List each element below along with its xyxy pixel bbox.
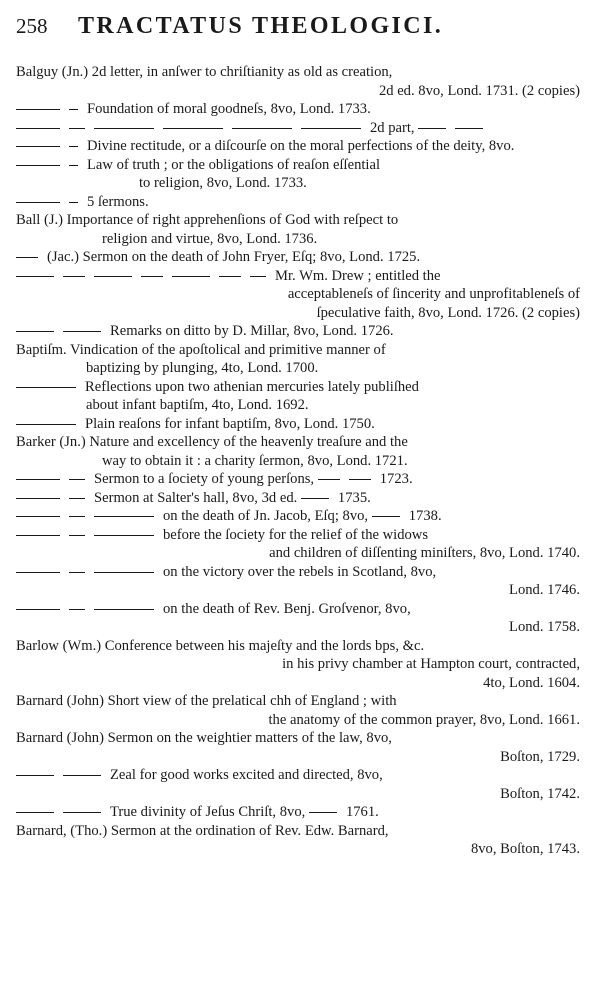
ditto-dash	[16, 775, 54, 776]
entry-line: Barnard (John) Short view of the prelatical chh of England ; with	[16, 693, 397, 709]
ditto-dash	[69, 109, 78, 110]
ditto-dash	[69, 535, 85, 536]
ditto-dash	[16, 609, 60, 610]
page-number: 258	[16, 14, 48, 38]
entry-line: Mr. Wm. Drew ; entitled the	[275, 267, 441, 284]
ditto-dash	[372, 516, 400, 517]
entry-line: Lond. 1746.	[509, 582, 580, 598]
running-title: TRACTATUS THEOLOGICI.	[78, 13, 444, 39]
entry-barnard-short-view	[16, 692, 582, 729]
ditto-dash	[63, 775, 101, 776]
entry-ball-remarks	[16, 322, 582, 341]
entry-line: Plain reaſons for infant baptiſm, 8vo, Lond. 1750.	[85, 415, 375, 432]
ditto-dash	[455, 128, 483, 129]
ditto-dash	[69, 516, 85, 517]
entry-line: baptizing by plunging, 4to, Lond. 1700.	[86, 360, 319, 376]
ditto-dash	[94, 609, 154, 610]
entry-balguy-letter	[16, 63, 582, 100]
ditto-dash	[69, 572, 85, 573]
ditto-dash	[69, 165, 78, 166]
ditto-dash	[16, 479, 60, 480]
entry-line: and children of diſſenting miniſters, 8vo, Lond. 1740.	[269, 545, 580, 561]
entry-line: Divine rectitude, or a diſcourſe on the moral perfections of the deity, 8vo.	[87, 138, 515, 154]
entry-line: Barnard, (Tho.) Sermon at the ordination of Rev. Edw. Barnard,	[16, 822, 389, 839]
entry-barker-victory	[16, 563, 582, 600]
ditto-dash	[301, 128, 361, 129]
entry-baptism-vindication	[16, 341, 582, 378]
entry-line: True divinity of Jeſus Chriſt, 8vo,	[110, 804, 306, 820]
entry-baptism-reflections	[16, 378, 582, 415]
ditto-dash	[69, 498, 85, 499]
entry-barnard-zeal	[16, 766, 582, 803]
entry-line: Reflections upon two athenian mercuries lately publiſhed	[85, 378, 419, 395]
page-header	[16, 6, 582, 46]
entry-balguy-law-of-truth	[16, 156, 582, 193]
ditto-dash	[301, 498, 329, 499]
entry-line: Foundation of moral goodneſs, 8vo, Lond. 1733.	[87, 101, 371, 117]
ditto-dash	[16, 535, 60, 536]
entry-ball-importance	[16, 211, 582, 248]
entry-line: 2d ed. 8vo, Lond. 1731. (2 copies)	[378, 82, 580, 99]
ditto-dash	[141, 276, 163, 277]
entry-line: Lond. 1758.	[509, 619, 580, 635]
entry-line: 4to, Lond. 1604.	[483, 674, 580, 691]
entry-line: Barlow (Wm.) Conference between his majeſty and the lords bps, &c.	[16, 637, 425, 654]
entry-balguy-divine-rectitude	[16, 137, 582, 156]
entry-line: (Jac.) Sermon on the death of John Fryer, Eſq; 8vo, Lond. 1725.	[47, 249, 421, 265]
entry-line: Balguy (Jn.) 2d letter, in anſwer to chriſtianity as old as creation,	[16, 64, 393, 80]
entry-barker-widows	[16, 526, 582, 563]
entry-barker-young-persons	[16, 470, 582, 489]
ditto-dash	[63, 276, 85, 277]
entry-line: to religion, 8vo, Lond. 1733.	[139, 175, 307, 191]
ditto-dash	[16, 424, 76, 425]
ditto-dash	[69, 128, 85, 129]
entry-line: about infant baptiſm, 4to, Lond. 1692.	[86, 397, 309, 413]
ditto-dash	[16, 146, 60, 147]
entry-line: 2d part,	[370, 119, 415, 136]
entry-balguy-sermons	[16, 193, 582, 212]
entry-line: Baptiſm. Vindication of the apoſtolical and primitive manner of	[16, 341, 386, 358]
entry-line: Boſton, 1742.	[500, 785, 580, 802]
entry-barker-grosvenor	[16, 600, 582, 637]
entry-line: ſpeculative faith, 8vo, Lond. 1726. (2 copies)	[316, 304, 580, 321]
ditto-dash	[69, 609, 85, 610]
ditto-dash	[16, 202, 60, 203]
ditto-dash	[16, 498, 60, 499]
entry-line: on the death of Jn. Jacob, Eſq; 8vo,	[163, 508, 369, 524]
entry-line: 1761.	[345, 804, 379, 820]
ditto-dash	[94, 516, 154, 517]
ditto-dash	[69, 146, 78, 147]
entry-barlow-conference	[16, 637, 582, 693]
ditto-dash	[418, 128, 446, 129]
ditto-dash	[219, 276, 241, 277]
ditto-dash	[94, 276, 132, 277]
ditto-dash	[63, 331, 101, 332]
entry-balguy-foundation	[16, 100, 582, 119]
ditto-dash	[16, 516, 60, 517]
ditto-dash	[16, 257, 38, 258]
entry-line: 5 ſermons.	[87, 193, 149, 210]
ditto-dash	[16, 572, 60, 573]
ditto-dash	[16, 276, 54, 277]
ditto-dash	[16, 812, 54, 813]
entry-line: religion and virtue, 8vo, Lond. 1736.	[102, 230, 318, 247]
ditto-dash	[349, 479, 371, 480]
entry-line: on the death of Rev. Benj. Groſvenor, 8vo,	[163, 600, 411, 617]
ditto-dash	[63, 812, 101, 813]
entry-barnard-ordination	[16, 822, 582, 859]
entry-barker-nature	[16, 433, 582, 470]
ditto-dash	[232, 128, 292, 129]
entry-line: in his privy chamber at Hampton court, contracted,	[282, 656, 580, 672]
entry-line: Boſton, 1729.	[500, 748, 580, 765]
ditto-dash	[94, 572, 154, 573]
entry-line: Barnard (John) Sermon on the weightier matters of the law, 8vo,	[16, 730, 392, 746]
ditto-dash	[16, 387, 76, 388]
entry-line: Ball (J.) Importance of right apprehenſions of God with reſpect to	[16, 212, 399, 228]
ditto-dash	[309, 812, 337, 813]
ditto-dash	[16, 165, 60, 166]
entry-line: 1735.	[337, 489, 371, 506]
entry-barker-salters-hall	[16, 489, 582, 508]
entry-line: before the ſociety for the relief of the widows	[163, 526, 429, 543]
entry-barnard-true-divinity	[16, 803, 582, 822]
entry-barker-jacob	[16, 507, 582, 526]
entry-line: Zeal for good works excited and directed, 8vo,	[110, 767, 383, 783]
entry-baptism-plain-reasons	[16, 415, 582, 434]
ditto-dash	[16, 331, 54, 332]
entry-line: Remarks on ditto by D. Millar, 8vo, Lond. 1726.	[110, 323, 394, 339]
entry-balguy-2d-part	[16, 119, 582, 138]
entry-line: the anatomy of the common prayer, 8vo, Lond. 1661.	[268, 711, 580, 728]
catalogue-entries	[16, 63, 582, 859]
entry-line: acceptableneſs of ſincerity and unprofitableneſs of	[287, 286, 580, 302]
entry-barnard-weightier-matters	[16, 729, 582, 766]
entry-ball-sermon-fryer	[16, 248, 582, 267]
entry-line: 8vo, Boſton, 1743.	[470, 841, 580, 857]
ditto-dash	[250, 276, 266, 277]
entry-line: 1723.	[379, 471, 413, 487]
ditto-dash	[69, 202, 78, 203]
entry-line: way to obtain it : a charity ſermon, 8vo, Lond. 1721.	[102, 452, 408, 469]
entry-ball-drew	[16, 267, 582, 323]
ditto-dash	[163, 128, 223, 129]
entry-line: on the victory over the rebels in Scotland, 8vo,	[163, 563, 437, 580]
ditto-dash	[172, 276, 210, 277]
ditto-dash	[94, 535, 154, 536]
entry-line: Law of truth ; or the obligations of reaſon eſſential	[87, 156, 381, 173]
ditto-dash	[16, 109, 60, 110]
ditto-dash	[94, 128, 154, 129]
ditto-dash	[318, 479, 340, 480]
entry-line: Sermon to a ſociety of young perſons,	[94, 471, 315, 487]
entry-line: Barker (Jn.) Nature and excellency of the heavenly treaſure and the	[16, 434, 408, 450]
entry-line: 1738.	[408, 508, 442, 524]
ditto-dash	[16, 128, 60, 129]
entry-line: Sermon at Salter's hall, 8vo, 3d ed.	[94, 489, 298, 506]
ditto-dash	[69, 479, 85, 480]
